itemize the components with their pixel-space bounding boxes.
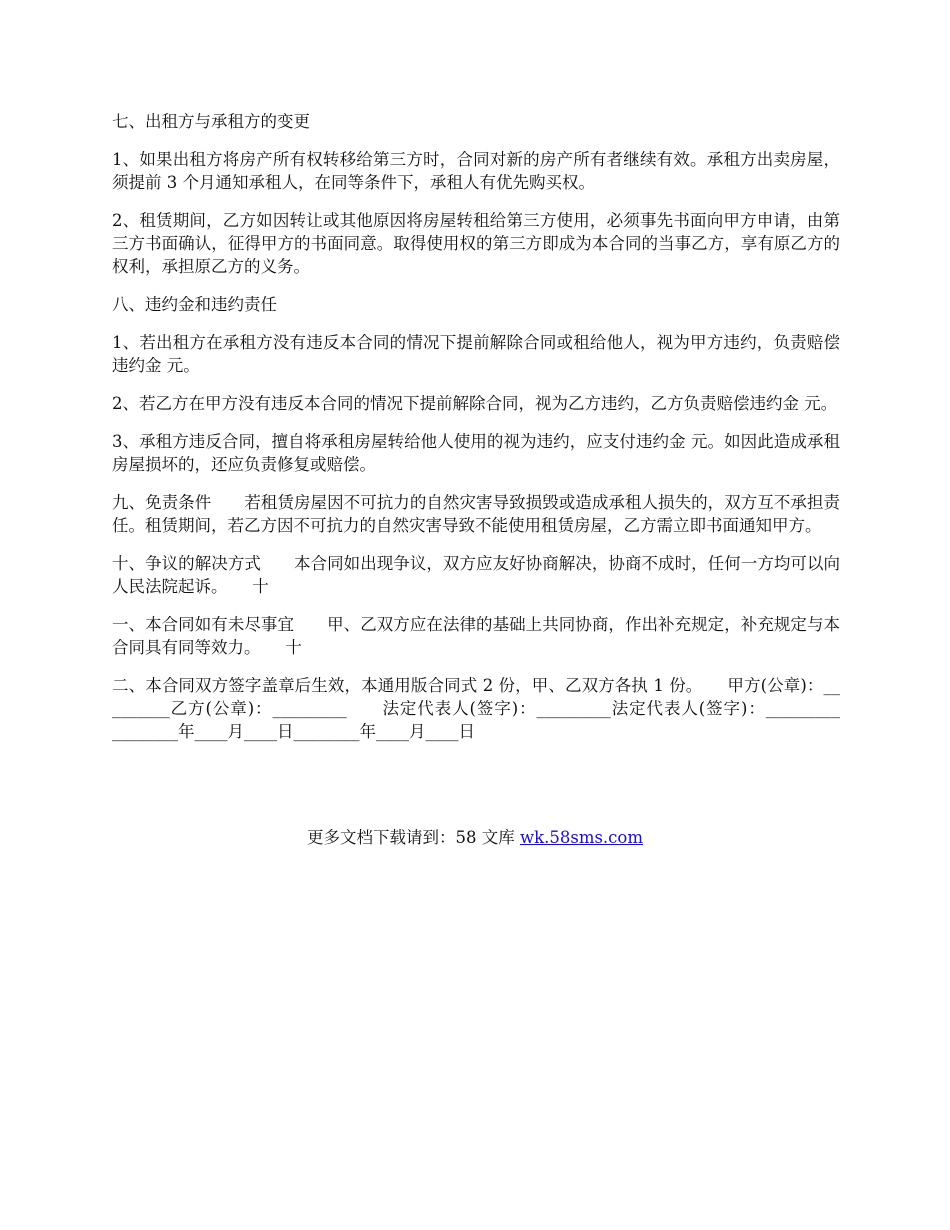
footer-prefix-text: 更多文档下载请到：58 文库	[306, 828, 520, 847]
section-eight-clause-2: 2、若乙方在甲方没有违反本合同的情况下提前解除合同，视为乙方违约，乙方负责赔偿违约金 元。	[112, 394, 838, 413]
section-seven-heading: 七、出租方与承租方的变更	[112, 112, 310, 131]
section-eight-clause-1: 1、若出租方在承租方没有违反本合同的情况下提前解除合同或租给他人，视为甲方违约，负责赔偿违约金 元。	[112, 333, 840, 375]
contract-body	[112, 110, 873, 758]
download-footer	[0, 826, 950, 849]
section-ten-dispute: 十、争议的解决方式 本合同如出现争议，双方应友好协商解决，协商不成时，任何一方均可以向人民法院起诉。 十	[112, 554, 840, 596]
section-seven-clause-2: 2、租赁期间，乙方如因转让或其他原因将房屋转租给第三方使用，必须事先书面向甲方申请，由第三方书面确认，征得甲方的书面同意。取得使用权的第三方即成为本合同的当事乙方，享有原乙方的权利，承担原乙方的义务。	[112, 211, 840, 276]
section-eight-heading: 八、违约金和违约责任	[112, 295, 277, 314]
section-twelve-signature: 二、本合同双方签字盖章后生效，本通用版合同式 2 份，甲、乙双方各执 1 份。 甲方(公章)：_________乙方(公章)：_________ 法定代表人(签字)：_________法定代表人(签字)：_________ ________年____月____日________年____月____日	[112, 676, 873, 741]
footer-website-link[interactable]: wk.58sms.com	[519, 828, 643, 847]
section-seven-clause-1: 1、如果出租方将房产所有权转移给第三方时，合同对新的房产所有者继续有效。承租方出卖房屋，须提前 3 个月通知承租人，在同等条件下，承租人有优先购买权。	[112, 150, 840, 192]
section-eight-clause-3: 3、承租方违反合同，擅自将承租房屋转给他人使用的视为违约，应支付违约金 元。如因此造成承租房屋损坏的，还应负责修复或赔偿。	[112, 432, 840, 474]
section-eleven-supplement: 一、本合同如有未尽事宜 甲、乙双方应在法律的基础上共同协商，作出补充规定，补充规定与本合同具有同等效力。 十	[112, 615, 840, 657]
section-nine-exemption: 九、免责条件 若租赁房屋因不可抗力的自然灾害导致损毁或造成承租人损失的，双方互不承担责任。租赁期间，若乙方因不可抗力的自然灾害导致不能使用租赁房屋，乙方需立即书面通知甲方。	[112, 493, 840, 535]
